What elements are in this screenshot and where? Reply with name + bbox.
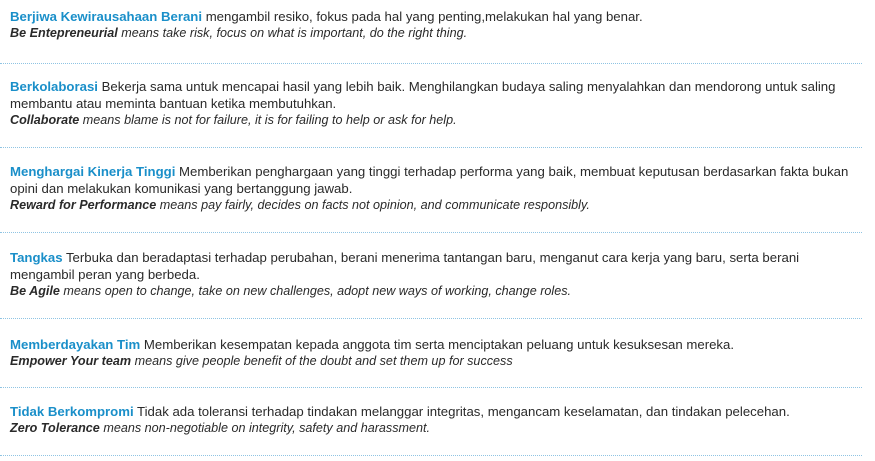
- value-term-en: Zero Tolerance: [10, 421, 100, 435]
- value-term-en: Collaborate: [10, 113, 80, 127]
- value-term-en: Empower Your team: [10, 354, 132, 368]
- value-description-en: [10, 197, 862, 214]
- value-term-en: Reward for Performance: [10, 198, 157, 212]
- value-text-id: Memberikan penghargaan yang tinggi terhadap performa yang baik, membuat keputusan berdasarkan fakta bukan opini dan melakukan komunikasi yang bertanggung jawab.: [10, 164, 849, 196]
- value-item-reward-performance: [0, 163, 862, 214]
- value-text-id: Tidak ada toleransi terhadap tindakan melanggar integritas, mengancam keselamatan, dan tindakan pelecehan.: [133, 404, 790, 419]
- value-description-id: [10, 78, 862, 112]
- value-description-id: [10, 163, 862, 197]
- divider: [0, 63, 862, 64]
- value-description-en: [10, 25, 862, 42]
- value-description-id: [10, 8, 862, 25]
- value-description-en: [10, 353, 862, 370]
- divider: [0, 232, 862, 233]
- value-term-id: Tangkas: [10, 250, 63, 265]
- value-description-en: [10, 420, 862, 437]
- divider: [0, 318, 862, 319]
- value-text-id: Memberikan kesempatan kepada anggota tim serta menciptakan peluang untuk kesuksesan mereka.: [140, 337, 735, 352]
- value-description-en: [10, 283, 862, 300]
- value-term-en: Be Entepreneurial: [10, 26, 118, 40]
- value-term-id: Berjiwa Kewirausahaan Berani: [10, 9, 203, 24]
- divider: [0, 455, 862, 456]
- value-term-id: Menghargai Kinerja Tinggi: [10, 164, 176, 179]
- value-text-en: means take risk, focus on what is important, do the right thing.: [117, 26, 468, 40]
- value-item-empower-team: [0, 336, 862, 370]
- value-term-id: Berkolaborasi: [10, 79, 98, 94]
- value-text-id: Terbuka dan beradaptasi terhadap perubahan, berani menerima tantangan baru, menganut cara kerja yang baru, serta berani mengambil peran yang berbeda.: [10, 250, 800, 282]
- value-item-collaborate: [0, 78, 862, 129]
- value-description-en: [10, 112, 862, 129]
- value-text-id: mengambil resiko, fokus pada hal yang penting,melakukan hal yang benar.: [202, 9, 643, 24]
- value-text-en: means open to change, take on new challenges, adopt new ways of working, change roles.: [59, 284, 571, 298]
- value-term-id: Tidak Berkompromi: [10, 404, 134, 419]
- value-text-en: means non-negotiable on integrity, safety and harassment.: [99, 421, 431, 435]
- value-item-agile: [0, 249, 862, 300]
- value-term-en: Be Agile: [10, 284, 60, 298]
- value-item-entrepreneurial: [0, 8, 862, 42]
- value-item-zero-tolerance: [0, 403, 862, 437]
- value-text-en: means pay fairly, decides on facts not opinion, and communicate responsibly.: [156, 198, 590, 212]
- value-text-id: Bekerja sama untuk mencapai hasil yang lebih baik. Menghilangkan budaya saling menyalahkan dan mendorong untuk saling membantu atau meminta bantuan ketika membutuhkan.: [10, 79, 836, 111]
- value-description-id: [10, 403, 862, 420]
- value-description-id: [10, 249, 862, 283]
- divider: [0, 147, 862, 148]
- value-text-en: means blame is not for failure, it is for failing to help or ask for help.: [79, 113, 457, 127]
- value-description-id: [10, 336, 862, 353]
- divider: [0, 387, 862, 388]
- value-term-id: Memberdayakan Tim: [10, 337, 141, 352]
- value-text-en: means give people benefit of the doubt and set them up for success: [131, 354, 513, 368]
